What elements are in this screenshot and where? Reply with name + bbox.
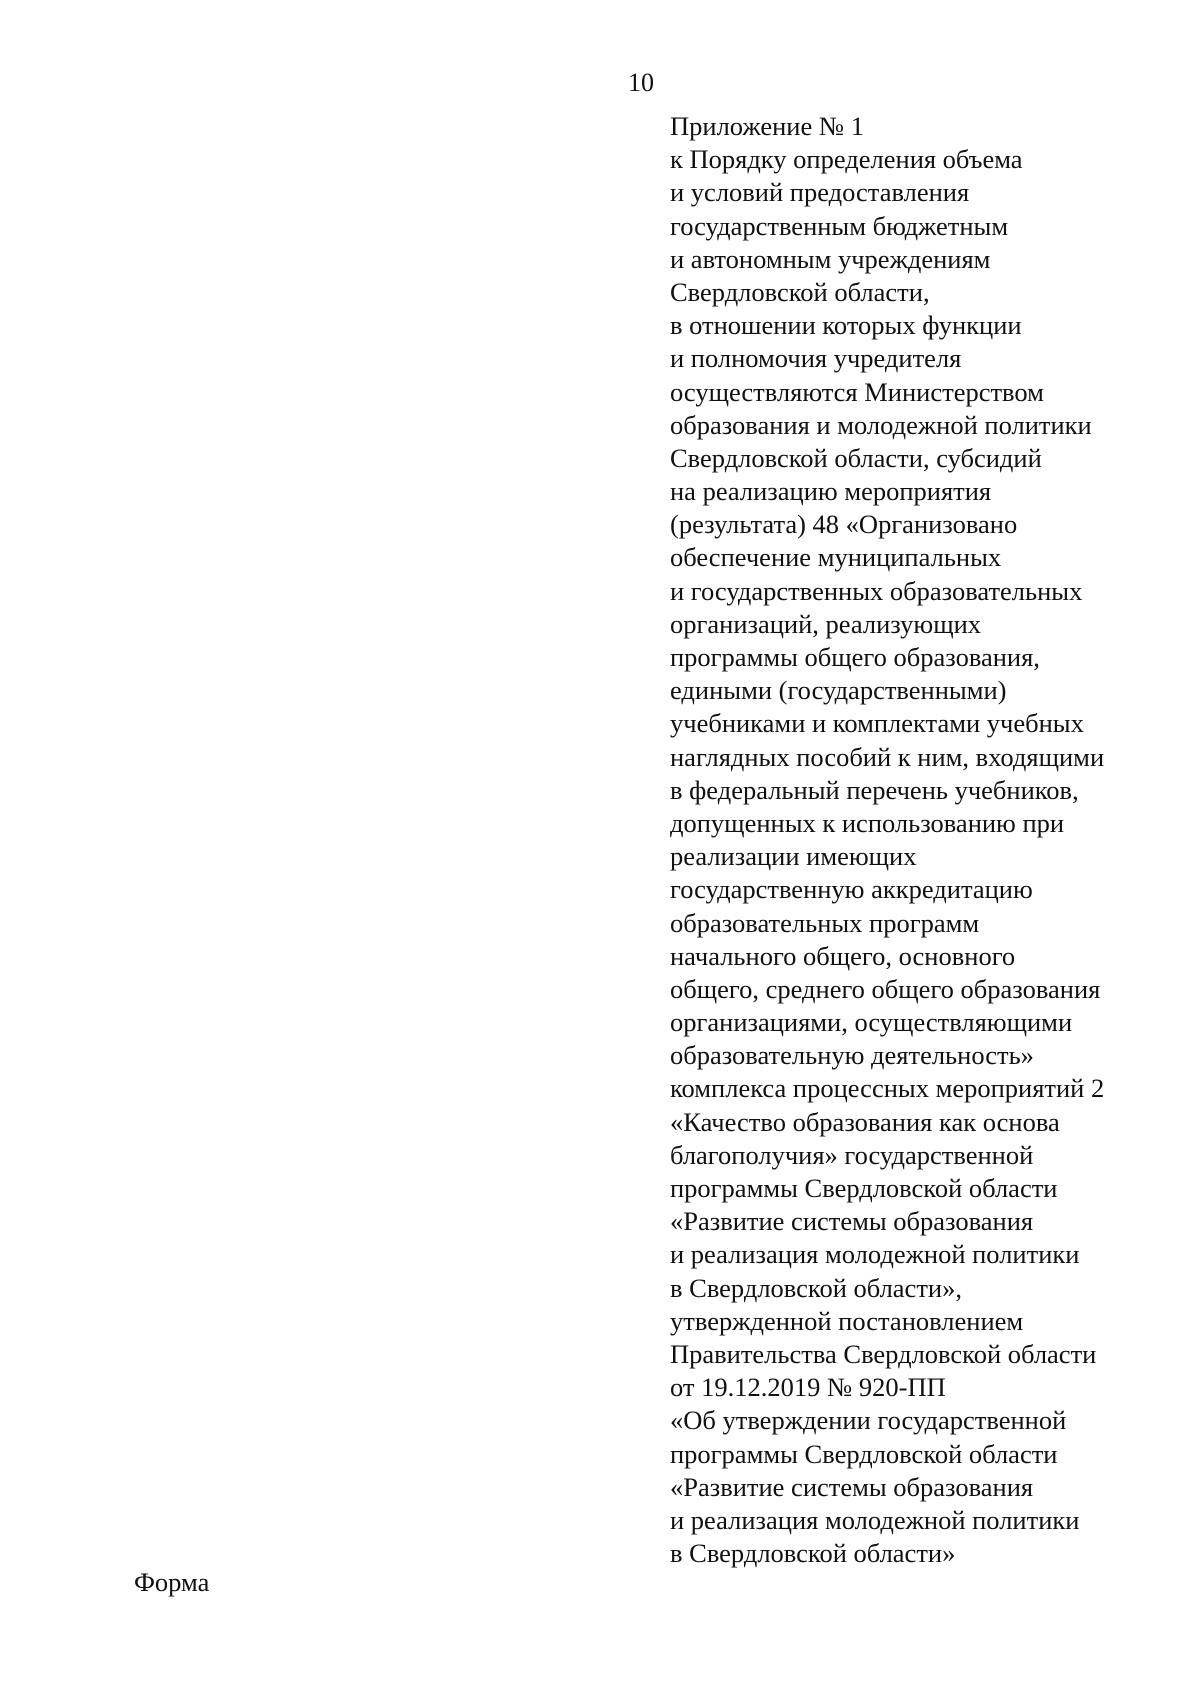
appendix-line: программы Свердловской области [670,1173,1058,1203]
appendix-line: Свердловской области, [670,276,930,307]
appendix-line: государственным бюджетным [670,210,1009,241]
appendix-line: «Развитие системы образования [670,1206,1034,1237]
appendix-line: «Развитие системы образования [670,1471,1034,1502]
appendix-line: к Порядку определения объема [670,144,1023,175]
appendix-line: организациями, осуществляющими [670,1007,1073,1038]
appendix-line: начального общего, основного [670,940,1016,971]
appendix-line: на реализацию мероприятия [670,476,992,507]
appendix-line: программы Свердловской области [670,1438,1058,1469]
appendix-line: и реализация молодежной политики [670,1239,1080,1270]
appendix-line: Правительства Свердловской области [670,1338,1097,1369]
appendix-line: наглядных пособий к ним, входящими [670,741,1105,772]
appendix-line: утвержденной постановлением [670,1305,1024,1336]
appendix-line: в Свердловской области», [670,1272,962,1303]
appendix-line: (результата) 48 «Организовано [670,509,1018,540]
appendix-line: едиными (государственными) [670,675,1007,706]
appendix-line: образовательных программ [670,907,980,938]
appendix-line: в Свердловской области» [670,1538,956,1569]
appendix-line: образовательную деятельность» [670,1040,1034,1071]
appendix-line: допущенных к использованию при [670,807,1065,838]
appendix-line: обеспечение муниципальных [670,542,1002,573]
appendix-line: «Об утверждении государственной [670,1405,1067,1436]
appendix-line: от 19.12.2019 № 920-ПП [670,1372,946,1403]
appendix-line: учебниками и комплектами учебных [670,708,1084,739]
appendix-line: в федеральный перечень учебников, [670,774,1079,805]
appendix-line: и реализация молодежной политики [670,1504,1080,1535]
appendix-line: Свердловской области, субсидий [670,442,1042,473]
appendix-line: и условий предоставления [670,177,970,208]
appendix-line: благополучия» государственной [670,1139,1034,1170]
appendix-line: в отношении которых функции [670,310,1022,341]
appendix-line: и государственных образовательных [670,575,1083,606]
appendix-line: образования и молодежной политики [670,409,1092,440]
appendix-line: программы общего образования, [670,642,1040,672]
page-number: 10 [628,68,654,97]
form-label: Форма [134,1567,210,1597]
appendix-line: «Качество образования как основа [670,1106,1060,1137]
appendix-line: реализации имеющих [670,841,917,872]
appendix-line: Приложение № 1 [670,111,865,141]
appendix-line: и полномочия учредителя [670,343,962,374]
appendix-line: и автономным учреждениям [670,243,991,274]
appendix-line: осуществляются Министерством [670,376,1044,407]
appendix-line: комплекса процессных мероприятий 2 [670,1073,1105,1104]
appendix-line: государственную аккредитацию [670,874,1033,905]
appendix-line: общего, среднего общего образования [670,973,1101,1004]
appendix-caption [670,110,1170,1570]
appendix-line: организаций, реализующих [670,608,982,639]
